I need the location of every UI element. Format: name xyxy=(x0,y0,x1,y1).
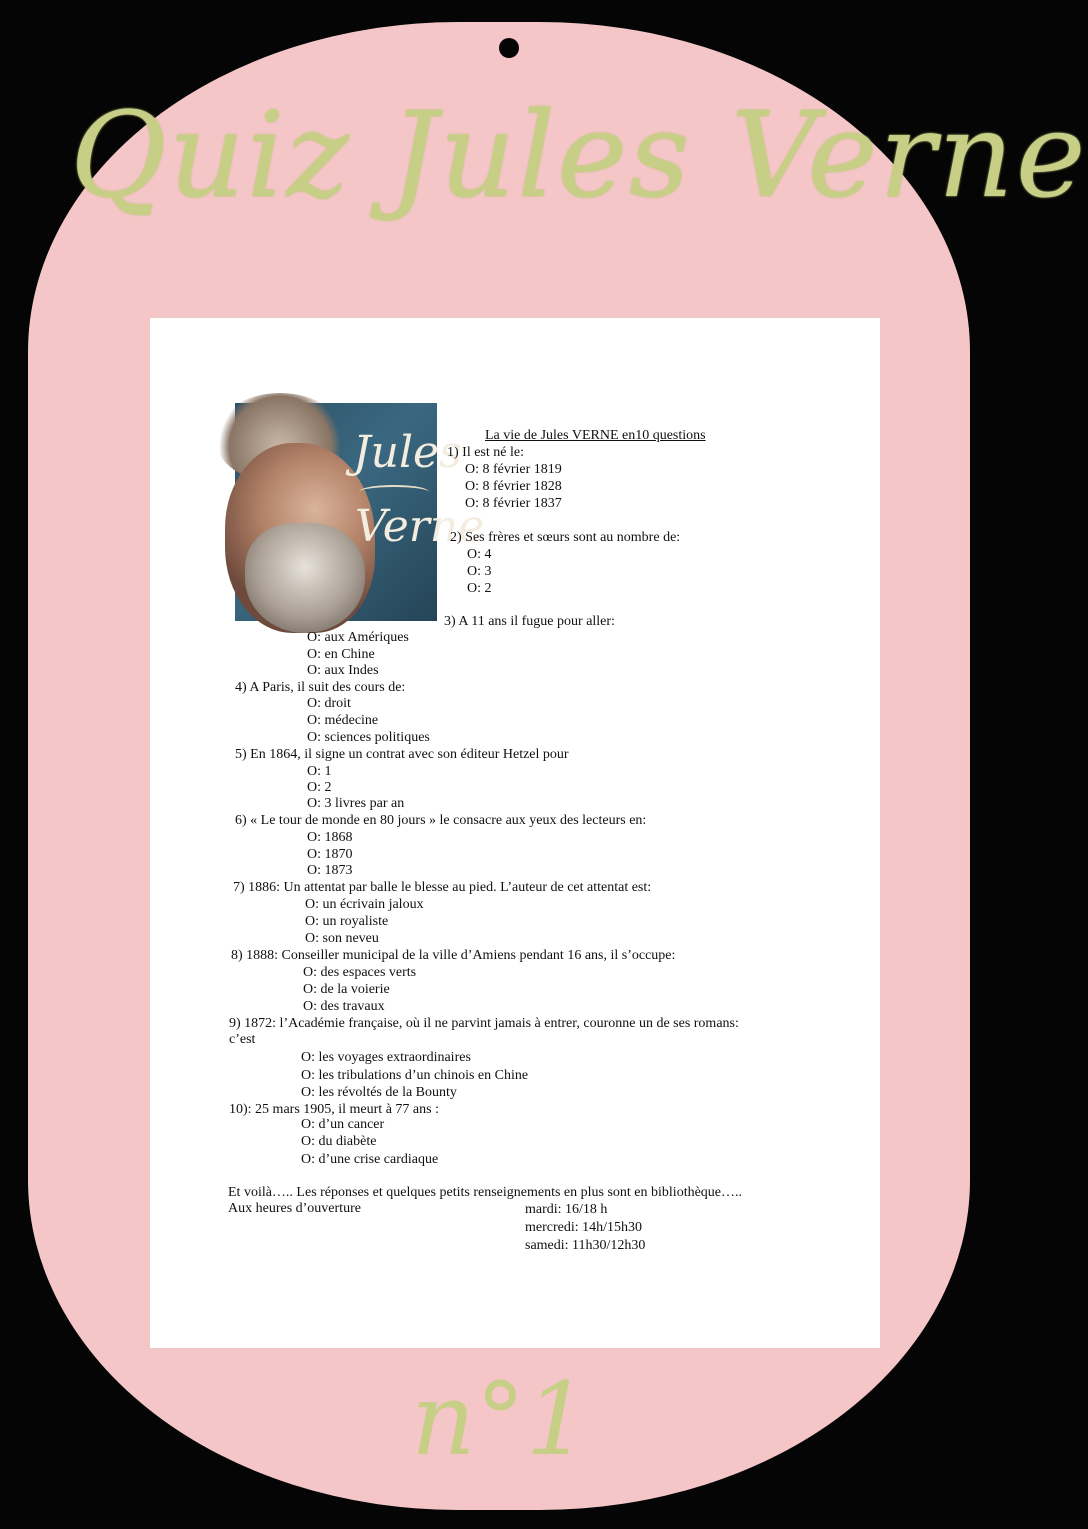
option: O: du diabète xyxy=(301,1134,377,1149)
option: O: 8 février 1819 xyxy=(465,462,562,477)
option: O: un écrivain jaloux xyxy=(305,897,424,912)
quiz-heading: La vie de Jules VERNE en10 questions xyxy=(485,428,706,443)
question-8: 8) 1888: Conseiller municipal de la ville d’Amiens pendant 16 ans, il s’occupe: xyxy=(231,948,676,963)
option: O: 3 xyxy=(467,564,492,579)
option: O: des espaces verts xyxy=(303,965,417,980)
option: O: 2 xyxy=(307,780,332,795)
option: O: sciences politiques xyxy=(307,730,430,745)
option: O: en Chine xyxy=(307,647,375,662)
question-4: 4) A Paris, il suit des cours de: xyxy=(235,680,406,695)
question-3: 3) A 11 ans il fugue pour aller: xyxy=(444,614,615,629)
option: O: 2 xyxy=(467,581,492,596)
option: O: de la voierie xyxy=(303,982,390,997)
portrait-word-jules: Jules xyxy=(353,427,462,478)
portrait-beard xyxy=(245,523,365,633)
question-5: 5) En 1864, il signe un contrat avec son éditeur Hetzel pour xyxy=(235,747,569,762)
question-1: 1) Il est né le: xyxy=(447,445,524,460)
closing-text: Et voilà….. Les réponses et quelques petits renseignements en plus sont en bibliothèque….. xyxy=(228,1185,743,1200)
option: O: droit xyxy=(307,696,351,711)
hours-label: Aux heures d’ouverture xyxy=(228,1201,361,1216)
option: O: 3 livres par an xyxy=(307,796,405,811)
option: O: 1870 xyxy=(307,847,353,862)
hours-saturday: samedi: 11h30/12h30 xyxy=(525,1238,646,1253)
option: O: son neveu xyxy=(305,931,379,946)
question-7: 7) 1886: Un attentat par balle le blesse au pied. L’auteur de cet attentat est: xyxy=(233,880,652,895)
question-10: 10): 25 mars 1905, il meurt à 77 ans : xyxy=(229,1102,439,1117)
portrait-word-verne: Verne xyxy=(355,501,485,552)
option: O: 8 février 1837 xyxy=(465,496,562,511)
hanging-hole xyxy=(499,38,519,58)
portrait-swirl xyxy=(359,485,429,499)
option: O: aux Indes xyxy=(307,663,379,678)
question-2: 2) Ses frères et sœurs sont au nombre de: xyxy=(450,530,681,545)
option: O: 1873 xyxy=(307,863,353,878)
board-title: Quiz Jules Verne xyxy=(70,86,1088,224)
option: O: 1 xyxy=(307,764,332,779)
option: O: 4 xyxy=(467,547,492,562)
hours-tuesday: mardi: 16/18 h xyxy=(525,1202,608,1217)
option: O: des travaux xyxy=(303,999,385,1014)
option: O: 8 février 1828 xyxy=(465,479,562,494)
option: O: d’une crise cardiaque xyxy=(301,1152,439,1167)
question-9: 9) 1872: l’Académie française, où il ne parvint jamais à entrer, couronne un de ses romans: xyxy=(229,1016,739,1031)
option: O: les voyages extraordinaires xyxy=(301,1050,471,1065)
question-6: 6) « Le tour de monde en 80 jours » le consacre aux yeux des lecteurs en: xyxy=(235,813,647,828)
option: O: un royaliste xyxy=(305,914,389,929)
quiz-sheet xyxy=(150,318,880,1348)
question-9-continuation: c’est xyxy=(229,1032,256,1047)
option: O: les tribulations d’un chinois en Chine xyxy=(301,1068,529,1083)
option: O: 1868 xyxy=(307,830,353,845)
option: O: les révoltés de la Bounty xyxy=(301,1085,457,1100)
hours-wednesday: mercredi: 14h/15h30 xyxy=(525,1220,643,1235)
option: O: aux Amériques xyxy=(307,630,409,645)
option: O: d’un cancer xyxy=(301,1117,385,1132)
option: O: médecine xyxy=(307,713,379,728)
board-number: n°1 xyxy=(410,1361,590,1478)
